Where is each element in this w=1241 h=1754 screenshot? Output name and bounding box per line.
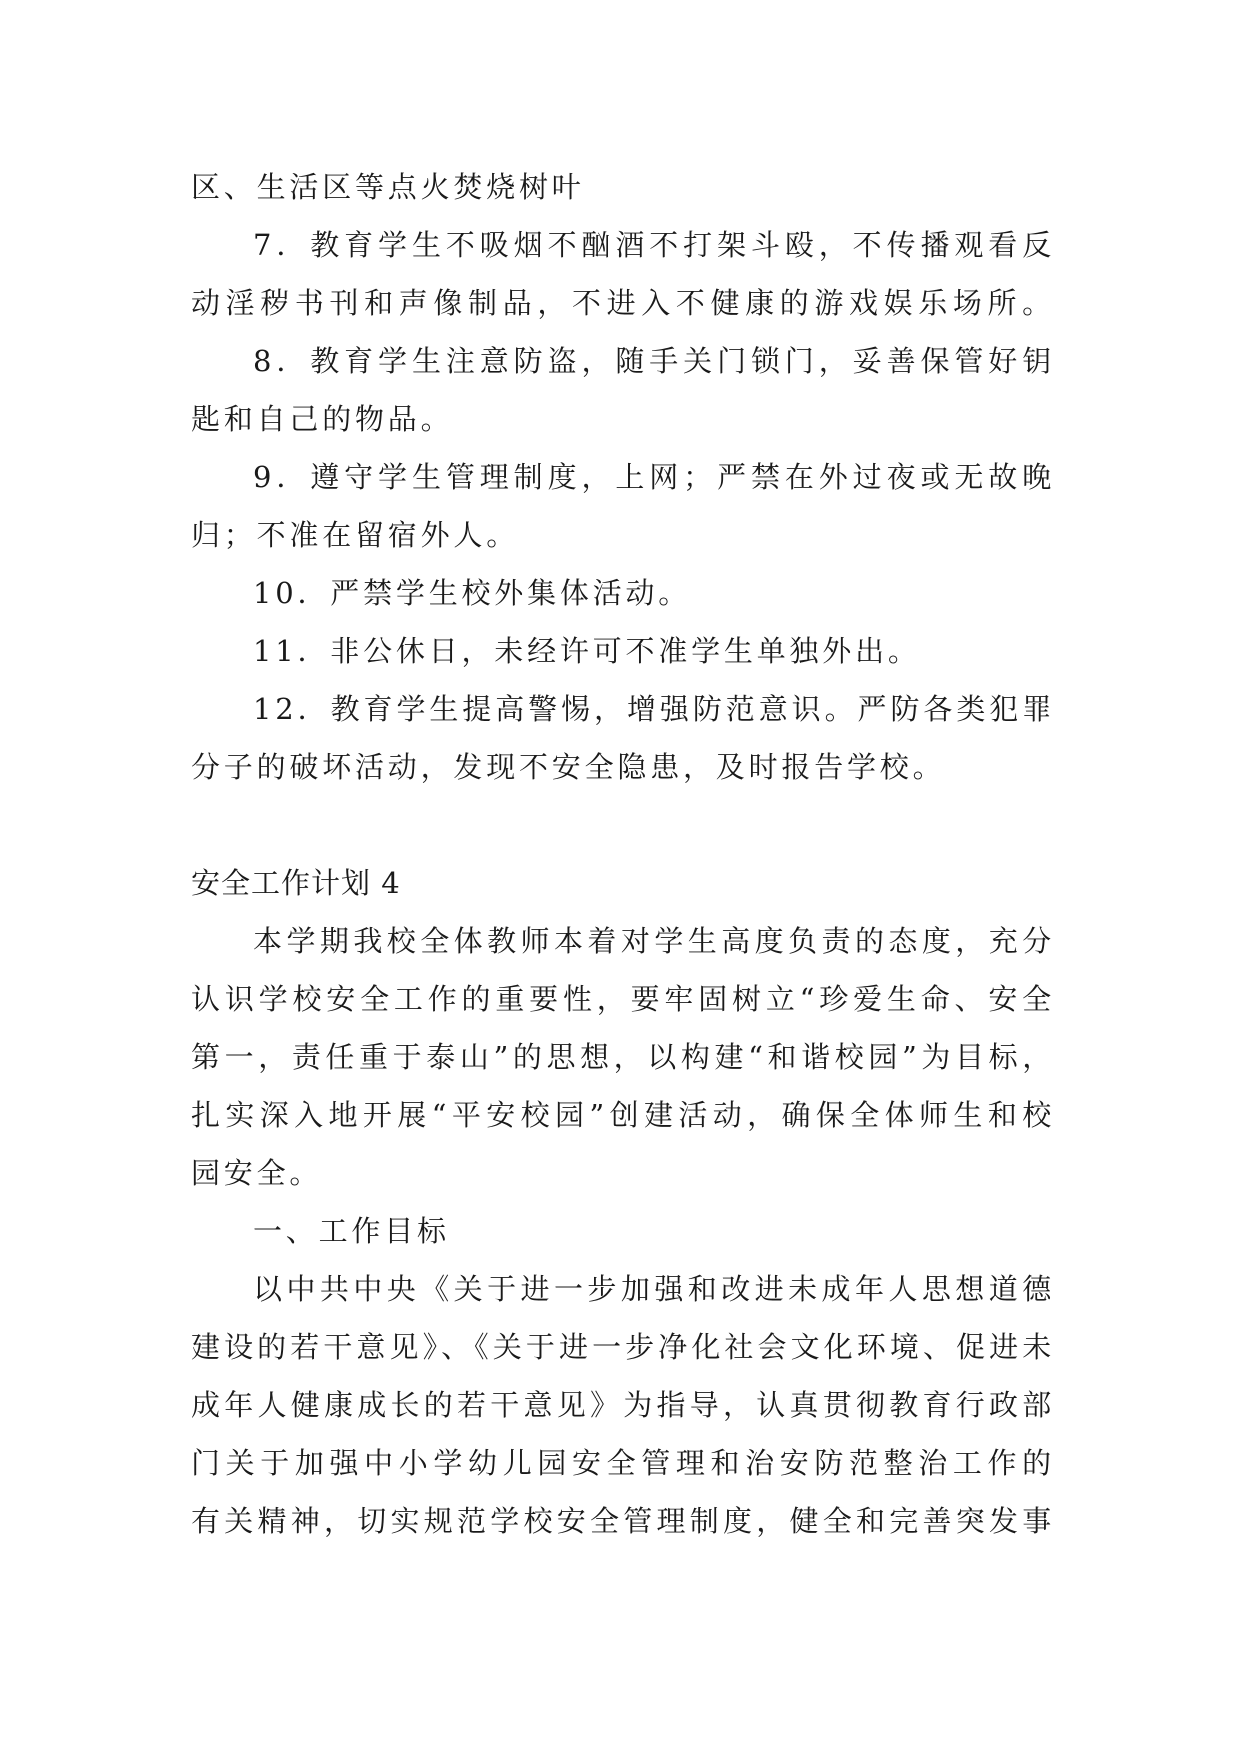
text-line: 以中共中央《关于进一步加强和改进未成年人思想道德 [253, 1272, 1055, 1306]
text-line: 归；不准在留宿外人。 [191, 518, 520, 552]
text-line: 门关于加强中小学幼儿园安全管理和治安防范整治工作的 [191, 1446, 1055, 1480]
text-line: 建设的若干意见》、《关于进一步净化社会文化环境、促进未 [191, 1330, 1055, 1364]
section-heading: 安全工作计划 4 [191, 866, 401, 900]
text-line: 区、生活区等点火焚烧树叶 [191, 170, 585, 204]
document-page [191, 158, 1055, 1550]
text-line: 7．教育学生不吸烟不酗酒不打架斗殴，不传播观看反 [253, 228, 1055, 262]
text-line: 第一，责任重于泰山”的思想，以构建“和谐校园”为目标， [191, 1040, 1055, 1074]
text-line: 8．教育学生注意防盗，随手关门锁门，妥善保管好钥 [253, 344, 1055, 378]
text-line: 有关精神，切实规范学校安全管理制度，健全和完善突发事 [191, 1504, 1055, 1538]
text-line: 扎实深入地开展“平安校园”创建活动，确保全体师生和校 [191, 1098, 1055, 1132]
text-line: 园安全。 [191, 1156, 323, 1190]
text-line: 9．遵守学生管理制度，上网；严禁在外过夜或无故晚 [253, 460, 1055, 494]
text-line: 动淫秽书刊和声像制品，不进入不健康的游戏娱乐场所。 [191, 286, 1055, 320]
section-gap [191, 796, 1055, 854]
text-line: 成年人健康成长的若干意见》为指导，认真贯彻教育行政部 [191, 1388, 1055, 1422]
text-line: 本学期我校全体教师本着对学生高度负责的态度，充分 [253, 924, 1055, 958]
text-line: 12．教育学生提高警惕，增强防范意识。严防各类犯罪 [253, 692, 1055, 726]
text-line: 分子的破坏活动，发现不安全隐患，及时报告学校。 [191, 750, 946, 784]
text-line: 匙和自己的物品。 [191, 402, 454, 436]
text-line: 11．非公休日，未经许可不准学生单独外出。 [253, 634, 921, 668]
text-line: 10．严禁学生校外集体活动。 [253, 576, 692, 610]
text-line: 认识学校安全工作的重要性，要牢固树立“珍爱生命、安全 [191, 982, 1055, 1016]
subheading: 一、工作目标 [253, 1214, 450, 1248]
